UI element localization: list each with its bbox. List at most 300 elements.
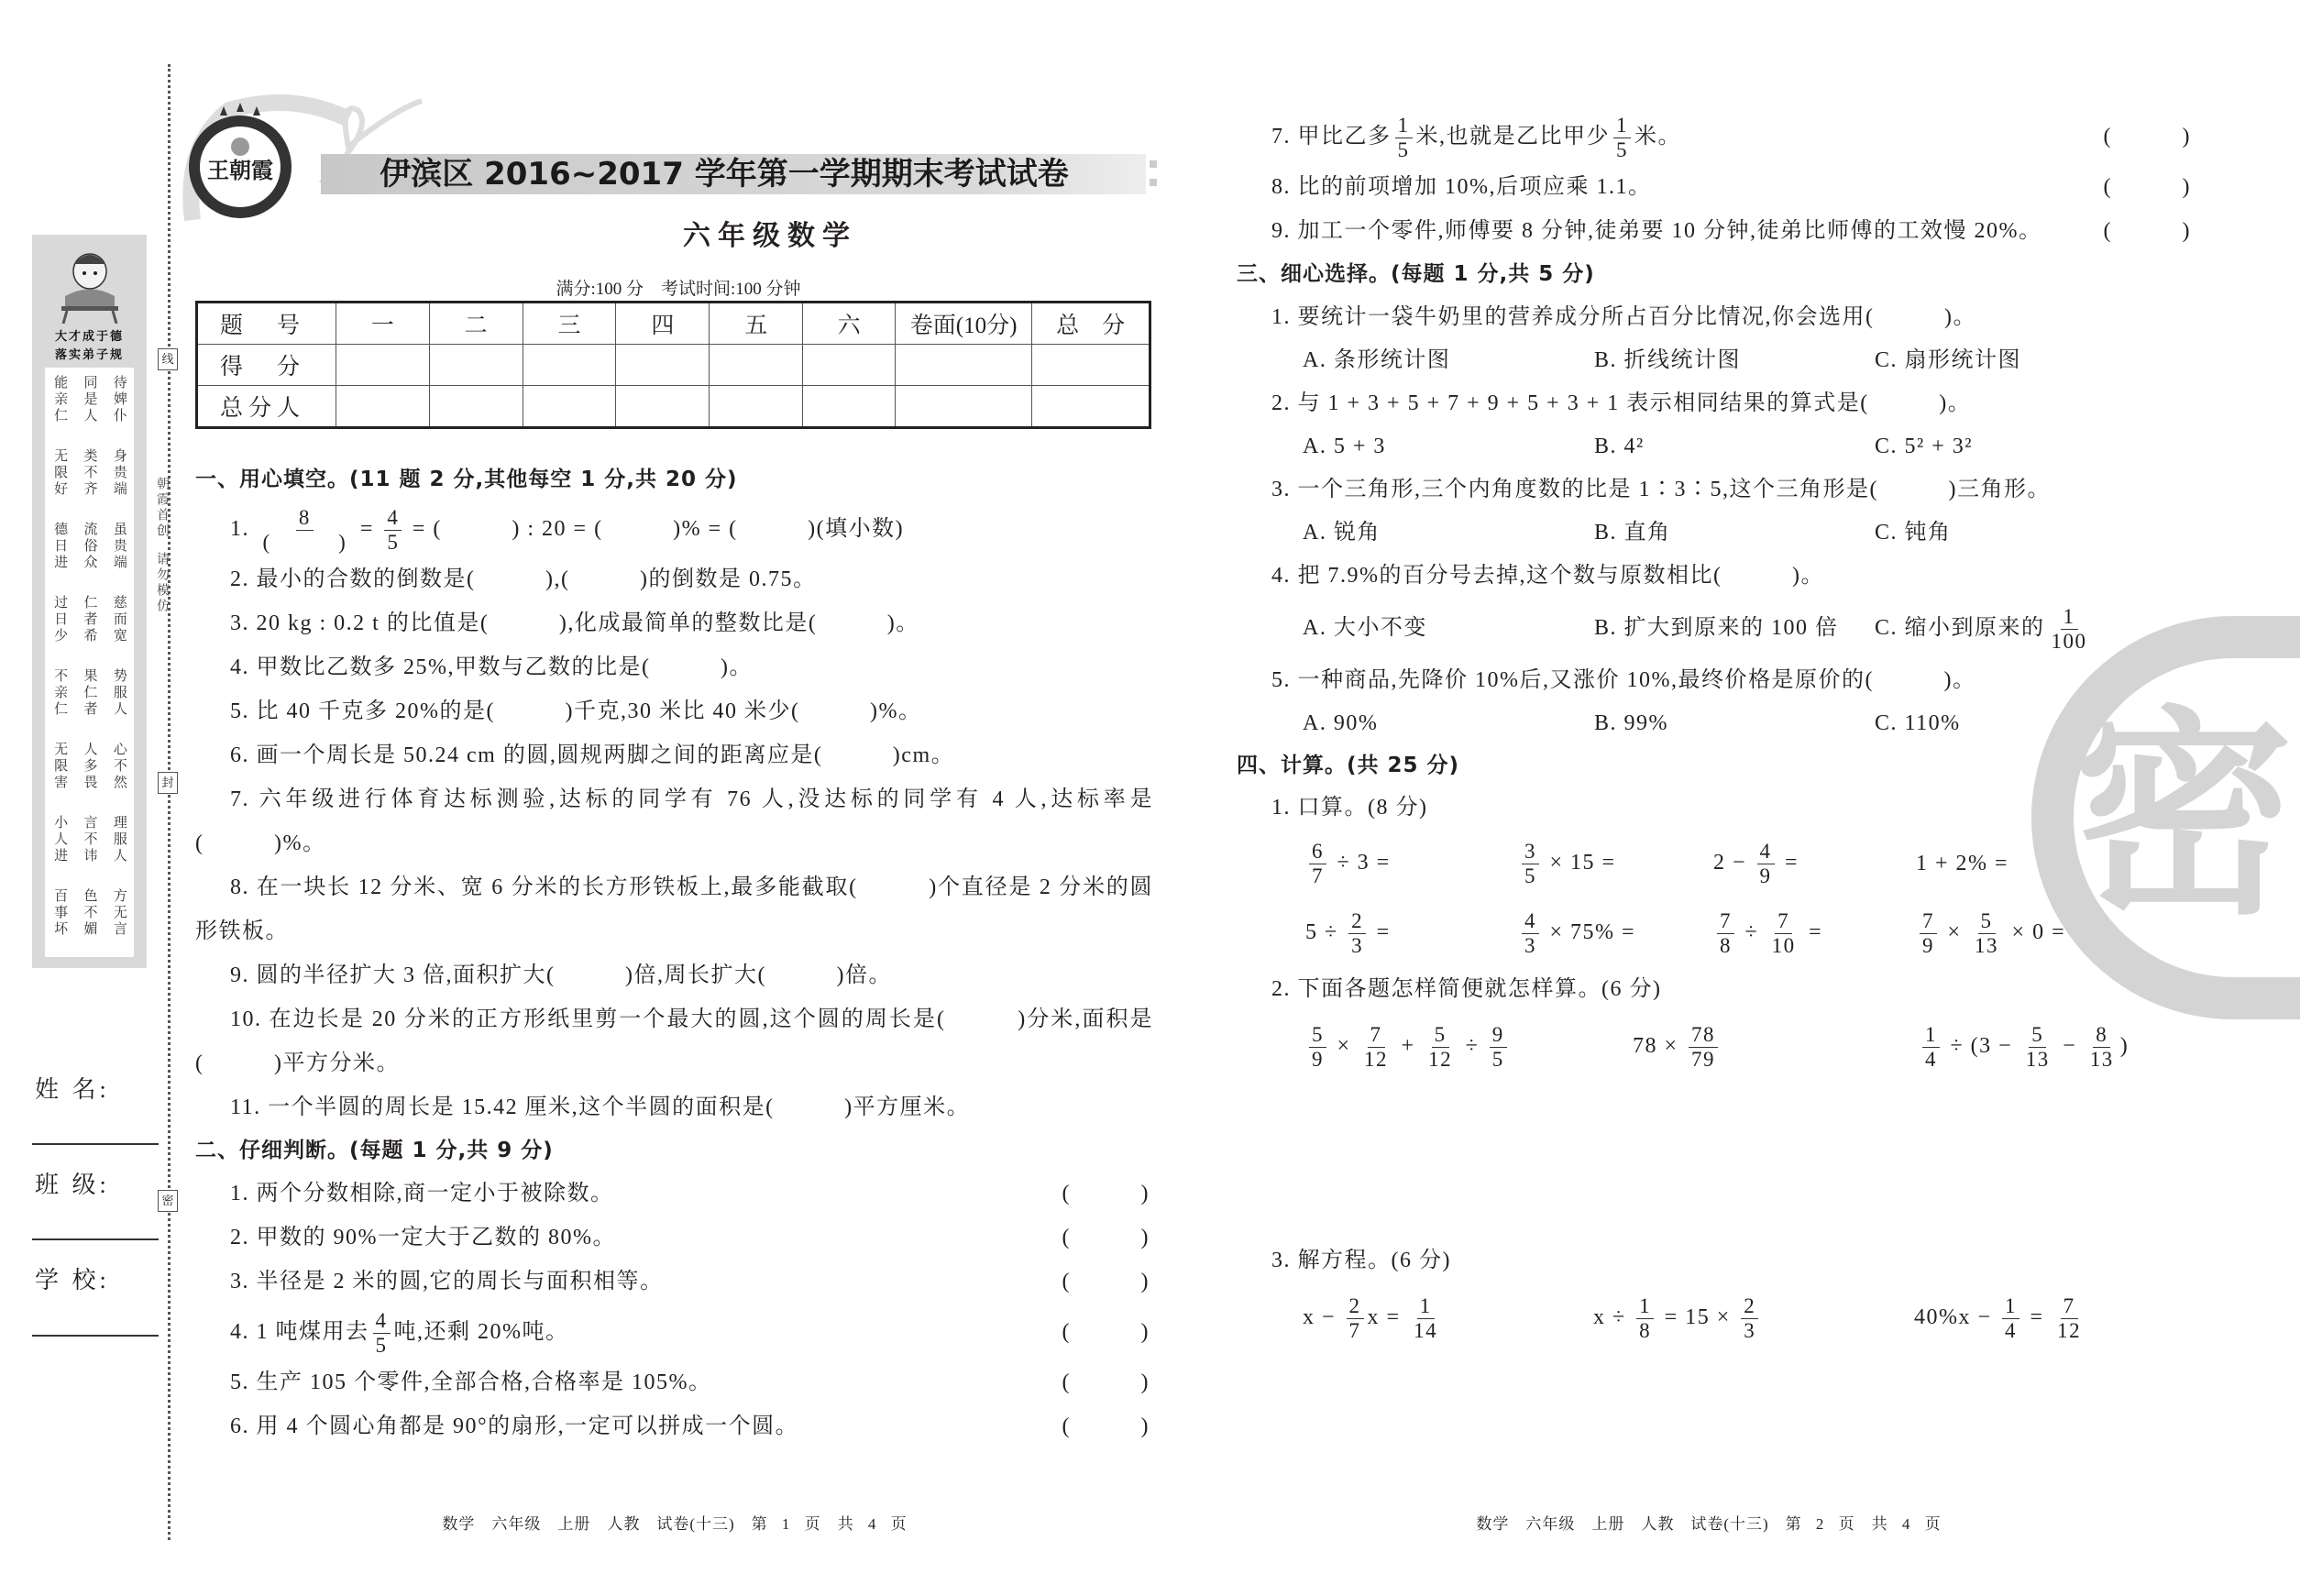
choice-option[interactable] bbox=[1303, 339, 1594, 381]
fraction bbox=[1972, 909, 2001, 958]
fraction bbox=[384, 506, 402, 555]
choice-option[interactable] bbox=[1875, 339, 2195, 381]
choice-question bbox=[1237, 554, 2195, 598]
fraction bbox=[1522, 909, 1539, 958]
choice-option[interactable] bbox=[1875, 702, 2195, 744]
fold-dotted-line bbox=[168, 64, 171, 1540]
text-run: 11. 一个半圆的周长是 15.42 厘米,这个半圆的面积是( )平方厘米。 bbox=[230, 1095, 971, 1119]
score-header-cell: 二 bbox=[429, 303, 523, 345]
numerator: 8 bbox=[2093, 1023, 2110, 1048]
score-cell[interactable] bbox=[1032, 386, 1150, 428]
text-run: × 0 = bbox=[2005, 919, 2066, 944]
score-header-cell: 四 bbox=[616, 303, 710, 345]
score-cell[interactable] bbox=[710, 386, 803, 428]
numerator: 4 bbox=[384, 506, 402, 531]
choice-option[interactable] bbox=[1875, 512, 2195, 554]
numerator: 1 bbox=[1417, 1294, 1435, 1319]
text-run: 8. 在一块长 12 分米、宽 6 分米的长方形铁板上,最多能截取( )个直径是 2 分米的圆形铁板。 bbox=[195, 875, 1153, 943]
verse-column: 色不媚 bbox=[82, 888, 97, 938]
denominator: 12 bbox=[2057, 1318, 2082, 1342]
text-run: 5. 一种商品,先降价 10%后,又涨价 10%,最终价格是原价的( )。 bbox=[1271, 668, 1976, 692]
denominator: 10 bbox=[1771, 933, 1796, 957]
class-input-line[interactable] bbox=[32, 1238, 159, 1240]
equation-item bbox=[1914, 1294, 2195, 1343]
text-run: A. 大小不变 bbox=[1303, 616, 1427, 640]
text-run: 3. 半径是 2 米的圆,它的周长与面积相等。 bbox=[230, 1270, 664, 1293]
choice-option[interactable] bbox=[1303, 598, 1594, 658]
side-note-text: 朝霞首创 bbox=[155, 477, 169, 539]
text-run: x = bbox=[1367, 1304, 1408, 1329]
text-run: C. 扇形统计图 bbox=[1875, 348, 2022, 372]
numerator: 7 bbox=[1717, 909, 1734, 934]
right-page-questions bbox=[1237, 108, 2195, 1355]
score-header-cell: 三 bbox=[523, 303, 616, 345]
fill-in-question bbox=[195, 689, 1153, 733]
numerator: 78 bbox=[1689, 1023, 1718, 1048]
oral-calc-item bbox=[1916, 852, 2195, 876]
numerator: 1 bbox=[1922, 1023, 1940, 1048]
choice-option[interactable] bbox=[1594, 339, 1875, 381]
denominator: 4 bbox=[1925, 1047, 1937, 1071]
text-run: 4. 1 吨煤用去 bbox=[230, 1320, 369, 1344]
fraction bbox=[1395, 114, 1413, 162]
score-row-label: 总分人 bbox=[197, 386, 336, 428]
verse-column: 人多畏 bbox=[82, 742, 97, 791]
fraction bbox=[1309, 840, 1326, 888]
score-table-row bbox=[197, 345, 1150, 386]
verse-column: 不亲仁 bbox=[52, 668, 68, 718]
answer-paren[interactable]: ( ) bbox=[1062, 1414, 1150, 1438]
numerator: 3 bbox=[1522, 840, 1539, 864]
numerator: 1 bbox=[1613, 114, 1631, 138]
fraction bbox=[1347, 1294, 1364, 1343]
choice-options bbox=[1237, 425, 2195, 468]
oral-calc-item bbox=[1305, 840, 1518, 888]
text-run: 3. 一个三角形,三个内角度数的比是 1∶3∶5,这个三角形是( )三角形。 bbox=[1271, 478, 2051, 501]
simplify-item bbox=[1919, 1023, 2195, 1072]
score-table bbox=[195, 301, 1151, 429]
verse-column: 仁者希 bbox=[82, 595, 97, 644]
numerator: 2 bbox=[1347, 1294, 1364, 1319]
fraction bbox=[373, 1309, 391, 1358]
judge-question bbox=[195, 1260, 1153, 1304]
text-run: 1. 要统计一袋牛奶里的营养成分所占百分比情况,你会选用( )。 bbox=[1271, 305, 1976, 329]
denominator: 5 bbox=[1616, 138, 1628, 161]
judge-question bbox=[195, 1216, 1153, 1260]
score-cell[interactable] bbox=[429, 386, 523, 428]
score-header-cell: 一 bbox=[336, 303, 429, 345]
numerator: 4 bbox=[1757, 840, 1775, 864]
denominator: 13 bbox=[2089, 1047, 2114, 1071]
oral-calc-title: 1. 口算。(8 分) bbox=[1271, 796, 1428, 820]
denominator: 9 bbox=[1922, 933, 1934, 957]
text-run: ÷ 3 = bbox=[1330, 850, 1391, 875]
fill-in-question bbox=[195, 865, 1153, 953]
question-text bbox=[1271, 108, 1681, 165]
numerator: 1 bbox=[2061, 605, 2078, 630]
footer-page-2: 数学 六年级 上册 人教 试卷(十三) 第 2 页 共 4 页 bbox=[1476, 1515, 1942, 1533]
score-cell[interactable] bbox=[336, 345, 429, 386]
text-run: C. 缩小到原来的 bbox=[1875, 616, 2045, 640]
denominator: 5 bbox=[375, 1333, 388, 1357]
text-run: 1. 两个分数相除,商一定小于被除数。 bbox=[230, 1182, 614, 1205]
exam-info: 满分:100 分 考试时间:100 分钟 bbox=[556, 280, 801, 299]
answer-paren[interactable]: ( ) bbox=[1062, 1370, 1150, 1394]
oral-calc-item bbox=[1713, 909, 1916, 958]
choice-question bbox=[1237, 381, 2195, 425]
score-header-cell: 六 bbox=[803, 303, 896, 345]
verse-column: 慈而宽 bbox=[111, 595, 127, 644]
fraction bbox=[1361, 1023, 1391, 1072]
fraction bbox=[1757, 840, 1775, 888]
score-header-cell: 五 bbox=[710, 303, 803, 345]
choice-options bbox=[1237, 702, 2195, 744]
text-run: 6. 画一个周长是 50.24 cm 的圆,圆规两脚之间的距离应是( )cm。 bbox=[230, 743, 955, 767]
numerator: 5 bbox=[1978, 909, 1996, 934]
oral-calc-item bbox=[1916, 909, 2195, 958]
text-run: × bbox=[1330, 1033, 1359, 1058]
text-run: = bbox=[1801, 919, 1823, 944]
verse-column: 德日进 bbox=[52, 522, 68, 571]
text-run: B. 4² bbox=[1594, 435, 1645, 458]
motto-line: 落实弟子规 bbox=[54, 348, 124, 362]
text-run: 4. 把 7.9%的百分号去掉,这个数与原数相比( )。 bbox=[1271, 564, 1824, 588]
fraction bbox=[1425, 1023, 1455, 1072]
verse-column: 身贵端 bbox=[111, 448, 127, 498]
text-run: A. 锐角 bbox=[1303, 521, 1381, 545]
judge-question bbox=[1237, 108, 2195, 165]
denominator: 8 bbox=[1639, 1318, 1652, 1342]
oral-calc-item bbox=[1305, 909, 1518, 958]
text-run: C. 110% bbox=[1875, 711, 1961, 735]
class-label: 班 级: bbox=[35, 1172, 110, 1198]
oral-calc-row bbox=[1237, 829, 2195, 898]
text-run: ) bbox=[2119, 1033, 2129, 1058]
numerator: 2 bbox=[1741, 1294, 1758, 1319]
verse-block bbox=[45, 668, 134, 742]
answer-paren[interactable]: ( ) bbox=[2103, 175, 2191, 199]
text-run: x − bbox=[1303, 1304, 1343, 1329]
name-input-line[interactable] bbox=[32, 1143, 159, 1145]
verse-column: 百事坏 bbox=[52, 888, 68, 938]
text-run: ÷ bbox=[1458, 1033, 1486, 1058]
choice-options bbox=[1237, 598, 2195, 658]
choice-option[interactable] bbox=[1875, 598, 2195, 658]
denominator: 12 bbox=[1364, 1047, 1389, 1071]
numerator: 7 bbox=[2061, 1294, 2078, 1319]
fraction bbox=[2023, 1023, 2052, 1072]
fraction bbox=[1769, 909, 1799, 958]
answer-paren[interactable]: ( ) bbox=[1062, 1270, 1150, 1293]
numerator: 7 bbox=[1775, 909, 1792, 934]
oral-calc-row bbox=[1237, 898, 2195, 968]
fraction bbox=[1522, 840, 1539, 888]
text-run: 米。 bbox=[1634, 125, 1681, 149]
score-cell[interactable] bbox=[616, 345, 710, 386]
student-cartoon-icon bbox=[58, 246, 122, 324]
answer-paren[interactable]: ( ) bbox=[2103, 219, 2191, 243]
fill-in-question bbox=[195, 501, 1153, 557]
fraction bbox=[1613, 114, 1631, 162]
side-note bbox=[152, 477, 171, 627]
judge-question bbox=[195, 1404, 1153, 1448]
score-cell[interactable] bbox=[803, 386, 896, 428]
score-cell[interactable] bbox=[803, 345, 896, 386]
fill-in-question bbox=[195, 997, 1153, 1085]
fraction bbox=[1636, 1294, 1654, 1343]
denominator: 9 bbox=[1759, 864, 1772, 887]
verse-column: 方无言 bbox=[111, 888, 127, 938]
numerator: 7 bbox=[1920, 909, 1937, 934]
numerator: 1 bbox=[2002, 1294, 2019, 1319]
denominator: 7 bbox=[1348, 1318, 1361, 1342]
verse-block bbox=[45, 448, 134, 522]
dizigui-verses bbox=[45, 368, 134, 957]
equations-row bbox=[1237, 1282, 2195, 1355]
fill-in-question bbox=[195, 601, 1153, 645]
seal-line-label: 密 bbox=[158, 1190, 178, 1212]
verse-column: 过日少 bbox=[52, 595, 68, 644]
equations-title: 3. 解方程。(6 分) bbox=[1271, 1249, 1451, 1272]
numerator: 4 bbox=[1522, 909, 1539, 934]
text-run: + bbox=[1394, 1033, 1423, 1058]
text-run: 米,也就是乙比甲少 bbox=[1415, 125, 1610, 149]
verse-column: 同是人 bbox=[82, 375, 97, 424]
text-run: 6. 用 4 个圆心角都是 90°的扇形,一定可以拼成一个圆。 bbox=[230, 1414, 799, 1438]
score-cell[interactable] bbox=[1032, 345, 1150, 386]
answer-paren[interactable]: ( ) bbox=[1062, 1320, 1150, 1344]
fraction bbox=[1741, 1294, 1758, 1343]
verse-block bbox=[45, 595, 134, 668]
denominator: 9 bbox=[1312, 1047, 1324, 1071]
motto-line: 大才成于德 bbox=[54, 330, 124, 344]
verse-column: 言不讳 bbox=[82, 815, 97, 864]
verse-block bbox=[45, 368, 134, 448]
choice-question bbox=[1237, 468, 2195, 512]
score-cell[interactable] bbox=[523, 345, 616, 386]
fill-in-question bbox=[195, 733, 1153, 777]
choice-question bbox=[1237, 295, 2195, 339]
fraction bbox=[2054, 1294, 2084, 1343]
verse-column: 无限害 bbox=[52, 742, 68, 791]
fraction bbox=[1922, 1023, 1940, 1072]
verse-column: 虽贵端 bbox=[111, 522, 127, 571]
text-run: 2. 与 1 + 3 + 5 + 7 + 9 + 5 + 3 + 1 表示相同结果的算式是( )。 bbox=[1271, 391, 1972, 415]
verse-column: 理服人 bbox=[111, 815, 127, 864]
text-run: = bbox=[1777, 850, 1799, 875]
verse-column: 类不齐 bbox=[82, 448, 97, 498]
score-cell[interactable] bbox=[710, 345, 803, 386]
text-run: B. 99% bbox=[1594, 711, 1668, 735]
confidential-watermark-char: 密 bbox=[2074, 688, 2294, 944]
text-run: 3. 20 kg : 0.2 t 的比值是( ),化成最简单的整数比是( )。 bbox=[230, 611, 919, 635]
simplify-title: 2. 下面各题怎样简便就怎样算。(6 分) bbox=[1271, 977, 1662, 1001]
verse-column: 小人进 bbox=[52, 815, 68, 864]
fill-in-question bbox=[195, 645, 1153, 689]
numerator: 2 bbox=[1348, 909, 1366, 934]
fill-in-question bbox=[195, 557, 1153, 601]
seal-line-label: 封 bbox=[158, 772, 178, 794]
text-run: B. 折线统计图 bbox=[1594, 348, 1742, 372]
text-run: 5. 生产 105 个零件,全部合格,合格率是 105%。 bbox=[230, 1370, 712, 1394]
verse-block bbox=[45, 742, 134, 815]
score-cell[interactable] bbox=[429, 345, 523, 386]
question-text bbox=[230, 1260, 664, 1304]
denominator: 5 bbox=[387, 530, 400, 554]
text-run: = 15 × bbox=[1657, 1304, 1738, 1329]
verse-column: 流俗众 bbox=[82, 522, 97, 571]
oral-calc-item bbox=[1518, 909, 1713, 958]
choice-option[interactable] bbox=[1303, 512, 1594, 554]
verse-column: 心不然 bbox=[111, 742, 127, 791]
choice-option[interactable] bbox=[1594, 598, 1875, 658]
text-run: 5 ÷ bbox=[1305, 919, 1346, 944]
question-text bbox=[230, 1360, 712, 1404]
verse-column: 待婢仆 bbox=[111, 375, 127, 424]
exam-title: 伊滨区 2016~2017 学年第一学期期末考试试卷 bbox=[380, 156, 1069, 193]
fraction bbox=[2049, 605, 2090, 654]
judge-question bbox=[1237, 209, 2195, 253]
fraction bbox=[2002, 1294, 2019, 1343]
sidebar-motto-panel bbox=[32, 235, 147, 968]
numerator: 9 bbox=[1490, 1023, 1507, 1048]
score-cell[interactable] bbox=[616, 386, 710, 428]
text-run: 5. 比 40 千克多 20%的是( )千克,30 米比 40 米少( )%。 bbox=[230, 699, 922, 723]
left-page-questions bbox=[195, 458, 1153, 1448]
verse-column: 无限好 bbox=[52, 448, 68, 498]
denominator: 5 bbox=[1491, 1047, 1504, 1071]
text-run: A. 5 + 3 bbox=[1303, 435, 1386, 458]
text-run: 9. 加工一个零件,师傅要 8 分钟,徒弟要 10 分钟,徒弟比师傅的工效慢 20%。 bbox=[1271, 219, 2042, 243]
fraction bbox=[1309, 1023, 1326, 1072]
exam-subject: 六年级数学 bbox=[683, 220, 857, 252]
text-run: 78 × bbox=[1633, 1033, 1686, 1058]
oral-calc-item bbox=[1713, 840, 1916, 888]
answer-paren[interactable]: ( ) bbox=[1062, 1182, 1150, 1205]
seal-line-label: 线 bbox=[158, 348, 178, 370]
question-text bbox=[1271, 165, 1652, 209]
text-run: B. 直角 bbox=[1594, 521, 1671, 545]
text-run: ÷ bbox=[1738, 919, 1766, 944]
fraction bbox=[1689, 1023, 1718, 1072]
denominator: 3 bbox=[1524, 933, 1536, 957]
text-run: 9. 圆的半径扩大 3 倍,面积扩大( )倍,周长扩大( )倍。 bbox=[230, 963, 892, 987]
denominator: 100 bbox=[2051, 629, 2087, 653]
numerator: 1 bbox=[1395, 114, 1413, 138]
side-note-text: 请勿模仿 bbox=[155, 552, 169, 614]
answer-paren[interactable]: ( ) bbox=[1062, 1226, 1150, 1249]
numerator: 5 bbox=[1309, 1023, 1326, 1048]
fraction bbox=[1717, 909, 1734, 958]
score-table-header-row bbox=[197, 303, 1150, 345]
choice-option[interactable] bbox=[1594, 702, 1875, 744]
fill-in-question bbox=[195, 1085, 1153, 1129]
text-run: × bbox=[1941, 919, 1969, 944]
text-run: ÷ (3 − bbox=[1943, 1033, 2019, 1058]
fraction bbox=[1920, 909, 1937, 958]
question-text bbox=[1271, 209, 2042, 253]
equation-item bbox=[1593, 1294, 1914, 1343]
choice-options bbox=[1237, 339, 2195, 381]
choice-option[interactable] bbox=[1303, 702, 1594, 744]
fraction bbox=[1348, 909, 1366, 958]
text-run: 1 + 2% = bbox=[1916, 851, 2009, 875]
text-run: − bbox=[2055, 1033, 2084, 1058]
text-run: × 15 = bbox=[1543, 850, 1616, 875]
school-input-line[interactable] bbox=[32, 1335, 159, 1337]
text-run: x ÷ bbox=[1593, 1304, 1634, 1329]
answer-paren[interactable]: ( ) bbox=[2103, 125, 2191, 149]
text-run: = bbox=[2023, 1304, 2052, 1329]
choice-option[interactable] bbox=[1594, 512, 1875, 554]
verse-block bbox=[45, 815, 134, 888]
choice-option[interactable] bbox=[1594, 425, 1875, 468]
numerator: 6 bbox=[1309, 840, 1326, 864]
denominator: 79 bbox=[1691, 1047, 1716, 1071]
text-run: B. 扩大到原来的 100 倍 bbox=[1594, 616, 1839, 640]
text-run: A. 90% bbox=[1303, 711, 1379, 735]
verse-block bbox=[45, 522, 134, 595]
text-run: A. 条形统计图 bbox=[1303, 348, 1451, 372]
verse-block bbox=[45, 888, 134, 962]
score-cell[interactable] bbox=[523, 386, 616, 428]
text-run: 4. 甲数比乙数多 25%,甲数与乙数的比是( )。 bbox=[230, 655, 753, 679]
score-cell[interactable] bbox=[896, 386, 1032, 428]
text-run: C. 5² + 3² bbox=[1875, 435, 1973, 458]
text-run: 吨,还剩 20%吨。 bbox=[393, 1320, 569, 1344]
score-cell[interactable] bbox=[336, 386, 429, 428]
numerator: 8 bbox=[296, 506, 314, 531]
oral-calc-item bbox=[1518, 840, 1713, 888]
choice-option[interactable] bbox=[1303, 425, 1594, 468]
equation-item bbox=[1303, 1294, 1593, 1343]
judge-question bbox=[195, 1304, 1153, 1360]
judge-question bbox=[195, 1360, 1153, 1404]
judge-question bbox=[1237, 165, 2195, 209]
numerator: 5 bbox=[2029, 1023, 2046, 1048]
score-cell[interactable] bbox=[896, 345, 1032, 386]
section-1-title: 一、用心填空。(11 题 2 分,其他每空 1 分,共 20 分) bbox=[195, 468, 738, 491]
text-run: 10. 在边长是 20 分米的正方形纸里剪一个最大的圆,这个圆的周长是( )分米,面积是( )平方分米。 bbox=[195, 1007, 1153, 1075]
numerator: 1 bbox=[1636, 1294, 1654, 1319]
fraction bbox=[1490, 1023, 1507, 1072]
wangzhaoxia-logo-icon bbox=[183, 103, 303, 222]
question-text bbox=[230, 1404, 798, 1448]
text-run: = ( ) : 20 = ( )% = ( )(填小数) bbox=[405, 517, 905, 541]
choice-question bbox=[1237, 658, 2195, 702]
question-text bbox=[230, 1216, 616, 1260]
choice-option[interactable] bbox=[1875, 425, 2195, 468]
name-label: 姓 名: bbox=[35, 1076, 110, 1103]
fill-in-question bbox=[195, 953, 1153, 997]
score-header-cell: 卷面(10分) bbox=[896, 303, 1032, 345]
numerator: 7 bbox=[1368, 1023, 1385, 1048]
question-text bbox=[230, 1172, 614, 1216]
denominator: 5 bbox=[1524, 864, 1536, 887]
text-run: C. 钝角 bbox=[1875, 521, 1952, 545]
text-run: 2 − bbox=[1713, 850, 1754, 875]
verse-column: 势服人 bbox=[111, 668, 127, 718]
score-row-label: 得 分 bbox=[197, 345, 336, 386]
fraction bbox=[2087, 1023, 2117, 1072]
simplify-row bbox=[1237, 1010, 2195, 1084]
denominator: 8 bbox=[1720, 933, 1732, 957]
denominator: 5 bbox=[1397, 138, 1410, 161]
text-run: × 75% = bbox=[1543, 919, 1636, 944]
text-run: 40%x − bbox=[1914, 1304, 1999, 1329]
logo-text: 王朝霞 bbox=[207, 157, 273, 183]
denominator: 14 bbox=[1414, 1318, 1438, 1342]
